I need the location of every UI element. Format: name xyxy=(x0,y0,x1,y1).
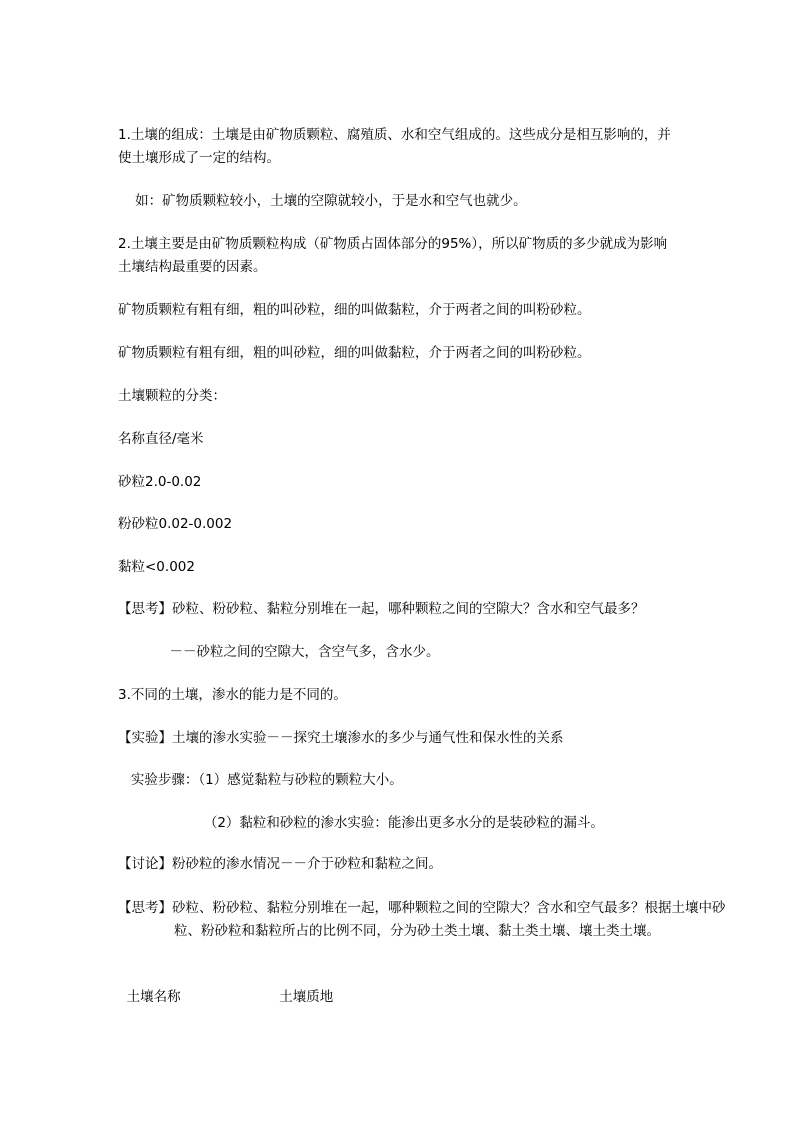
paragraph-particle-sizes-1: 矿物质颗粒有粗有细，粗的叫砂粒，细的叫做黏粒，介于两者之间的叫粉砂粒。 xyxy=(118,302,591,318)
paragraph-experiment: 【实验】土壤的渗水实验－－探究土壤渗水的多少与通气性和保水性的关系 xyxy=(118,730,564,746)
paragraph-experiment-step-1: 实验步骤：（1）感觉黏粒与砂粒的颗粒大小。 xyxy=(118,772,403,788)
paragraph-example: 如：矿物质颗粒较小，土壤的空隙就较小，于是水和空气也就少。 xyxy=(118,193,527,209)
paragraph-silt-row: 粉砂粒0.02-0.002 xyxy=(118,516,233,532)
paragraph-particle-sizes-2: 矿物质颗粒有粗有细，粗的叫砂粒，细的叫做黏粒，介于两者之间的叫粉砂粒。 xyxy=(118,345,591,361)
paragraph-soil-name-header: 土壤名称 土壤质地 xyxy=(118,989,334,1005)
paragraph-sand-row: 砂粒2.0-0.02 xyxy=(118,474,202,490)
paragraph-table-header: 名称直径/毫米 xyxy=(118,431,204,447)
paragraph-water-seepage: 3.不同的土壤，渗水的能力是不同的。 xyxy=(118,687,347,703)
paragraph-classification-heading: 土壤颗粒的分类： xyxy=(118,388,226,404)
paragraph-think-question-2: 【思考】砂粒、粉砂粒、黏粒分别堆在一起，哪种颗粒之间的空隙大？含水和空气最多？根据土壤中砂粒、粉砂粒和黏粒所占的比例不同，分为砂土类土壤、黏土类土壤、壤土类土壤。 xyxy=(118,900,726,939)
paragraph-think-answer: －－砂粒之间的空隙大，含空气多，含水少。 xyxy=(118,644,440,660)
paragraph-mineral-content: 2.土壤主要是由矿物质颗粒构成（矿物质占固体部分的95%），所以矿物质的多少就成为影响土壤结构最重要的因素。 xyxy=(118,236,668,275)
paragraph-experiment-step-2: （2）黏粒和砂粒的渗水实验：能渗出更多水分的是装砂粒的漏斗。 xyxy=(118,815,604,831)
paragraph-discussion: 【讨论】粉砂粒的渗水情况－－介于砂粒和黏粒之间。 xyxy=(118,856,442,872)
paragraph-think-question-1: 【思考】砂粒、粉砂粒、黏粒分别堆在一起，哪种颗粒之间的空隙大？含水和空气最多？ xyxy=(118,601,645,617)
paragraph-soil-composition: 1.土壤的组成：土壤是由矿物质颗粒、腐殖质、水和空气组成的。这些成分是相互影响的，并使土壤形成了一定的结构。 xyxy=(118,127,671,166)
paragraph-clay-row: 黏粒<0.002 xyxy=(118,559,195,575)
